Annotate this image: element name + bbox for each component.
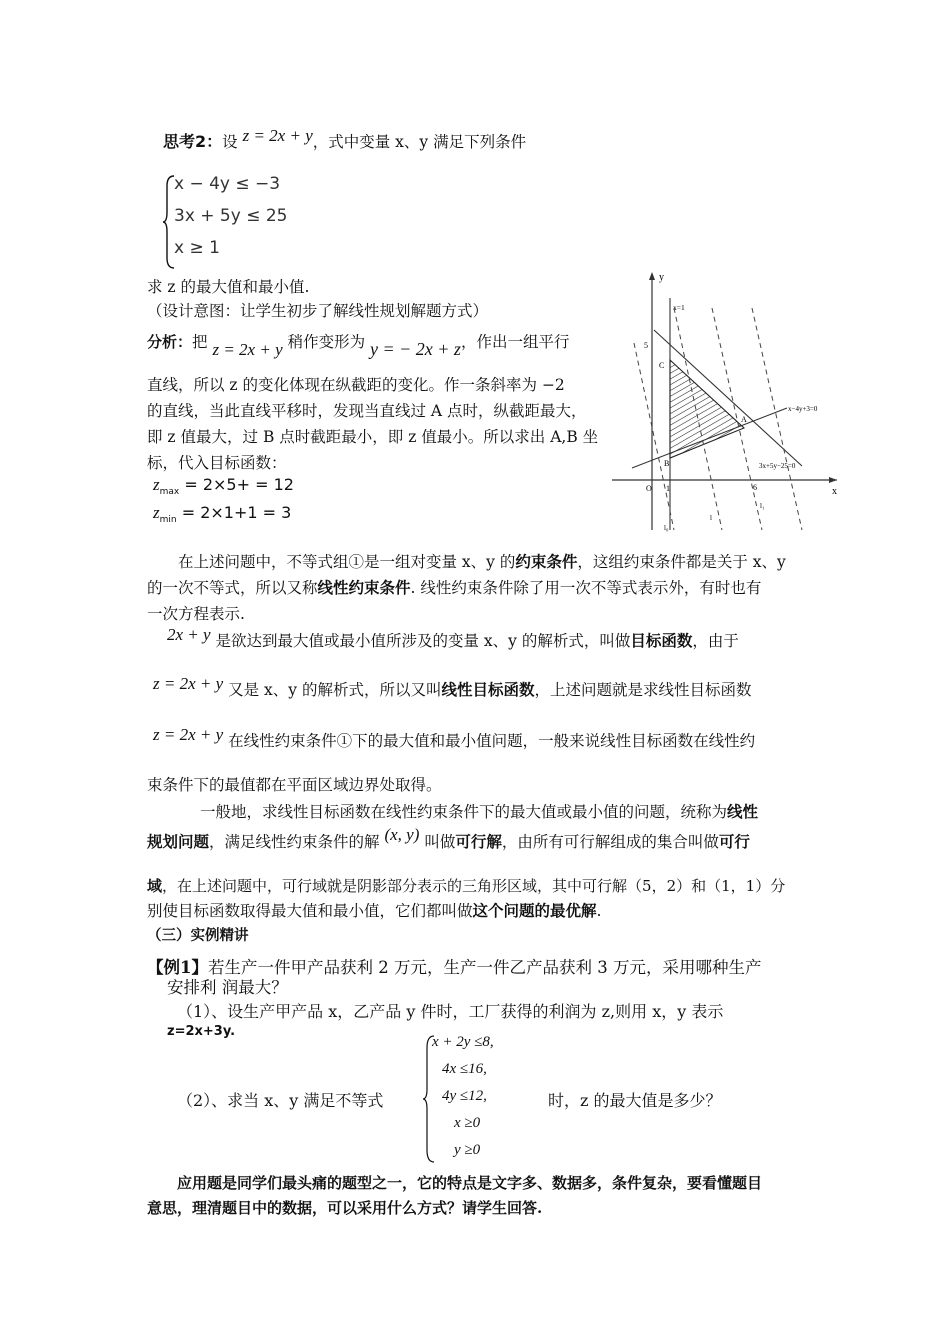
p2-a: 是欲达到最大值或最小值所涉及的变量 x、y 的解析式，叫做	[215, 632, 631, 650]
think2-intent: （设计意图：让学生初步了解线性规划解题方式）	[147, 302, 489, 320]
p5-l2-b: ，满足线性约束条件的解	[209, 833, 380, 851]
p6-line1	[147, 875, 785, 897]
analysis-tail: ，作出一组平行	[460, 333, 570, 351]
p5-line1	[200, 801, 758, 823]
tick-5-label: 5	[644, 341, 648, 350]
p6-line2	[147, 900, 601, 922]
think2-z-expr: z = 2x + y	[242, 126, 313, 145]
think2-she: 设	[222, 133, 238, 151]
analysis-text-2: 的直线，当此直线平移时，发现当直线过 A 点时，纵截距最大，	[147, 402, 587, 420]
zmin-line: $z_{min} = 2\times 1+1 = 3$	[153, 503, 292, 526]
example1-note2: 意思，理清题目中的数据，可以采用什么方式？请学生回答.	[147, 1199, 543, 1217]
analysis-text-4: 标，代入目标函数：	[147, 454, 287, 472]
tick-6-label: 6	[753, 483, 757, 492]
p3-a: 又是 x、y 的解析式，所以又叫	[228, 681, 442, 699]
p5-l2-a: 规划问题	[147, 832, 210, 851]
analysis-expr2: y = − 2x + z	[370, 339, 461, 359]
p5-line2	[147, 825, 750, 853]
example1-text1: 若生产一件甲产品获利 2 万元，生产一件乙产品获利 3 万元，采用哪种生产	[207, 958, 762, 977]
p1-b: 约束条件	[515, 552, 578, 571]
p6-b: ，在上述问题中，可行域就是阴影部分表示的三角形区域，其中可行解（5，2）和（1，1）分	[162, 877, 786, 895]
p4-line1	[153, 725, 756, 752]
think2-ask: 求 z 的最大值和最小值.	[147, 278, 310, 296]
line-l1-label: x−4y+3=0	[788, 405, 818, 413]
think2-rest: ，式中变量 x、y 满足下列条件	[312, 133, 527, 151]
q2-left-brace-icon	[422, 1034, 436, 1164]
line-l2-label: 3x+5y−25=0	[759, 462, 796, 470]
q2-constraint-3: 4y ≤12,	[442, 1088, 487, 1104]
origin-label: O	[646, 484, 652, 493]
zmin-sub: min	[159, 515, 177, 526]
p5-a: 一般地，求线性目标函数在线性约束条件下的最大值或最小值的问题，统称为	[200, 803, 728, 821]
analysis-text-1: 直线，所以 z 的变化体现在纵截距的变化。作一条斜率为 −2	[147, 376, 565, 394]
p5-b: 线性	[727, 802, 759, 821]
feasible-region-graph	[612, 268, 842, 536]
p6-l2-a: 别使目标函数取得最大值和最小值，它们都叫做	[147, 902, 473, 920]
example1-text2: 安排利 润最大？	[167, 978, 288, 997]
p1-l2-b: 线性约束条件	[317, 578, 411, 597]
line-x1-label: x=1	[673, 303, 685, 312]
p3-b: 线性目标函数	[441, 680, 535, 699]
example1-q1: （1）、设生产甲产品 x，乙产品 y 件时，工厂获得的利润为 z,则用 x，y 表示	[177, 1002, 724, 1021]
p2-expr: 2x + y	[167, 625, 211, 644]
p1-l2-a: 的一次不等式，所以又称	[147, 579, 318, 597]
l0-label: l₀	[664, 524, 669, 532]
q2-constraint-1: x + 2y ≤8,	[432, 1034, 494, 1050]
p1-c: ，这组约束条件都是关于 x、y	[577, 553, 786, 571]
example1-q2-a: （2）、求当 x、y 满足不等式	[177, 1091, 384, 1110]
analysis-line	[147, 330, 570, 359]
example1-label: 【例1】	[147, 958, 208, 977]
p1-l2-c: . 线性约束条件除了用一次不等式表示外，有时也有	[410, 579, 762, 597]
p5-l2-f: 可行	[718, 832, 750, 851]
p6-l2-b: 这个问题的最优解	[472, 901, 597, 920]
think2-line	[163, 126, 527, 153]
example1-note1: 应用题是同学们最头痛的题型之一，它的特点是文字多、数据多，条件复杂，要看懂题目	[177, 1174, 763, 1192]
p6-l2-c: .	[596, 902, 602, 920]
p3-expr: z = 2x + y	[153, 674, 224, 693]
example1-line1	[147, 957, 761, 979]
analysis-label: 分析：	[147, 333, 193, 351]
analysis-ba: 把	[192, 333, 208, 351]
zmax-expr: = 2×5+ = 12	[184, 475, 294, 494]
q2-constraint-4: x ≥0	[454, 1115, 481, 1131]
p5-l2-d: 可行解	[455, 832, 502, 851]
tick-1-label: 1	[666, 484, 670, 493]
p4-line2: 束条件下的最值都在平面区域边界处取得。	[147, 776, 442, 794]
example1-q1-expr: z=2x+3y.	[167, 1024, 236, 1039]
feasible-region	[670, 360, 744, 458]
p2-line	[167, 625, 739, 652]
point-B-label: B	[664, 459, 670, 468]
p5-l2-c: 叫做	[424, 833, 456, 851]
p3-line	[153, 674, 752, 701]
constraint-1: x − 4y ≤ −3	[174, 174, 281, 194]
section3-title: （三）实例精讲	[147, 928, 249, 944]
analysis-text-3: 即 z 值最大，过 B 点时截距最小，即 z 值最小。所以求出 A,B 坐	[147, 428, 599, 446]
p6-a: 域	[147, 877, 163, 895]
analysis-expr1: z = 2x + y	[212, 340, 283, 359]
point-A-label: A	[741, 415, 747, 424]
point-C-label: C	[659, 361, 665, 370]
dashed-line-l0	[634, 343, 674, 530]
zmax-sub: max	[159, 487, 180, 498]
p2-b: 目标函数	[630, 631, 693, 650]
axis-y-label: y	[659, 272, 664, 283]
axis-x-label: x	[832, 486, 837, 497]
constraint-2: 3x + 5y ≤ 25	[174, 206, 288, 226]
p4-a: 在线性约束条件①下的最大值和最小值问题，一般来说线性目标函数在线性约	[228, 732, 756, 750]
p5-xy: (x, y)	[384, 825, 420, 844]
l-label: l	[710, 514, 712, 522]
q2-constraint-2: 4x ≤16,	[442, 1061, 487, 1077]
l1-label: l₁	[760, 502, 765, 510]
p1-line3: 一次方程表示.	[147, 605, 245, 623]
p1-line2	[147, 577, 761, 599]
p3-c: ，上述问题就是求线性目标函数	[534, 681, 752, 699]
think2-label: 思考2：	[163, 132, 223, 151]
analysis-mid: 稍作变形为	[287, 333, 366, 351]
constraint-3: x ≥ 1	[174, 238, 220, 258]
q2-constraint-5: y ≥0	[454, 1142, 481, 1158]
p4-expr: z = 2x + y	[153, 725, 224, 744]
p1-a: 在上述问题中，不等式组①是一组对变量 x、y 的	[178, 553, 516, 571]
p5-l2-e: ，由所有可行解组成的集合叫做	[501, 833, 719, 851]
zmax-line: $z_{max} = 2\times 5+ = 12$	[153, 475, 294, 498]
p1-line1	[178, 551, 786, 573]
zmin-expr: = 2×1+1 = 3	[181, 503, 292, 522]
example1-q2-b: 时，z 的最大值是多少？	[548, 1091, 722, 1110]
p2-c: ，由于	[692, 632, 739, 650]
